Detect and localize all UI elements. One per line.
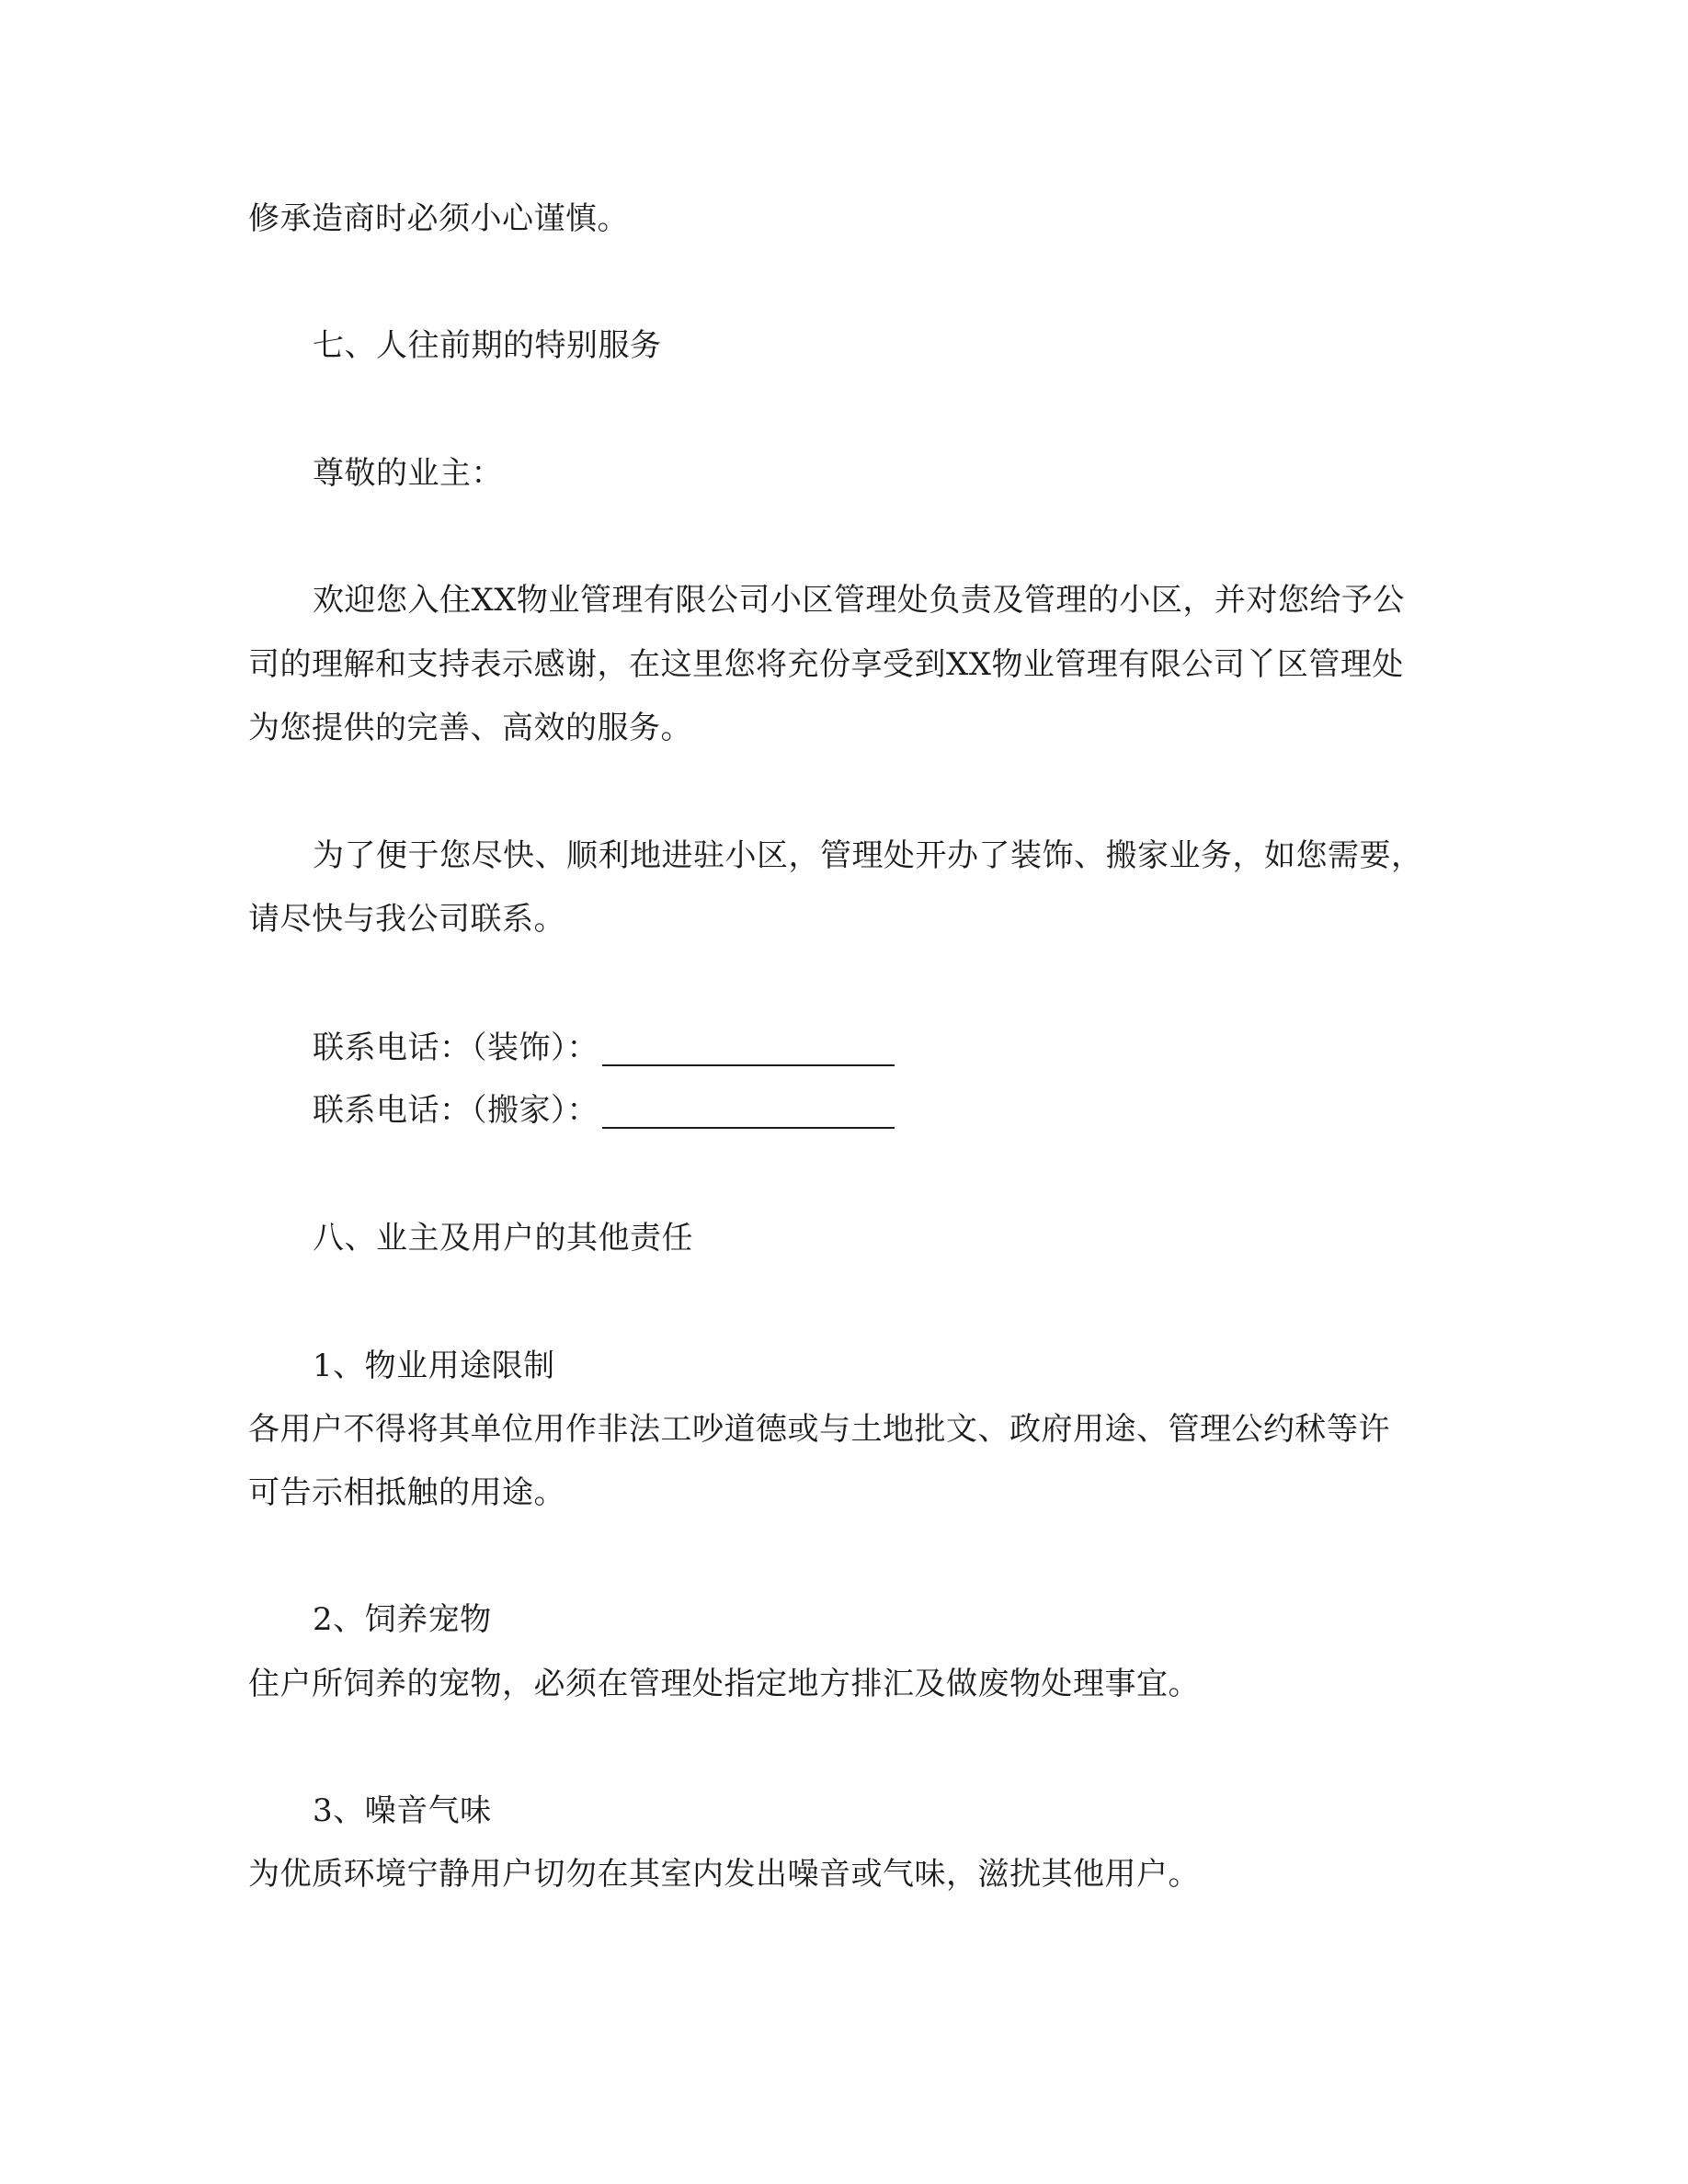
welcome-paragraph-line-2: 司的理解和支持表示感谢，在这里您将充份享受到XX物业管理有限公司丫区管理处 xyxy=(248,646,1404,683)
contact-moving xyxy=(313,1092,895,1129)
subheading-2: 2、饲养宠物 xyxy=(313,1601,492,1638)
subheading-3: 3、噪音气味 xyxy=(313,1792,492,1829)
contact-moving-blank xyxy=(602,1099,895,1129)
contact-moving-label: 联系电话：（搬家）： xyxy=(313,1092,599,1129)
paragraph-continuation: 修承造商时必须小心谨慎。 xyxy=(248,200,629,237)
welcome-paragraph-line-1: 欢迎您入住XX物业管理有限公司小区管理处负责及管理的小区，并对您给予公 xyxy=(313,582,1405,619)
service-paragraph-line-1: 为了便于您尽快、顺利地进驻小区，管理处开办了装饰、搬家业务，如您需要， xyxy=(313,837,1423,874)
service-paragraph-line-2: 请尽快与我公司联系。 xyxy=(248,901,565,938)
section-heading-7: 七、人往前期的特别服务 xyxy=(313,327,662,364)
contact-decoration-blank xyxy=(602,1037,895,1066)
item-2-line-1: 住户所饲养的宠物，必须在管理处指定地方排汇及做废物处理事宜。 xyxy=(248,1666,1200,1702)
salutation: 尊敬的业主： xyxy=(313,455,503,492)
subheading-1: 1、物业用途限制 xyxy=(313,1348,555,1384)
contact-decoration xyxy=(313,1029,895,1066)
contact-decoration-label: 联系电话：（装饰）： xyxy=(313,1029,599,1066)
section-heading-8: 八、业主及用户的其他责任 xyxy=(313,1220,693,1257)
item-3-line-1: 为优质环境宁静用户切勿在其室内发出噪音或气味，滋扰其他用户。 xyxy=(248,1856,1200,1893)
item-1-line-1: 各用户不得将其单位用作非法工吵道德或与土地批文、政府用途、管理公约秫等许 xyxy=(248,1411,1390,1448)
welcome-paragraph-line-3: 为您提供的完善、高效的服务。 xyxy=(248,710,692,746)
item-1-line-2: 可告示相抵触的用途。 xyxy=(248,1474,565,1511)
